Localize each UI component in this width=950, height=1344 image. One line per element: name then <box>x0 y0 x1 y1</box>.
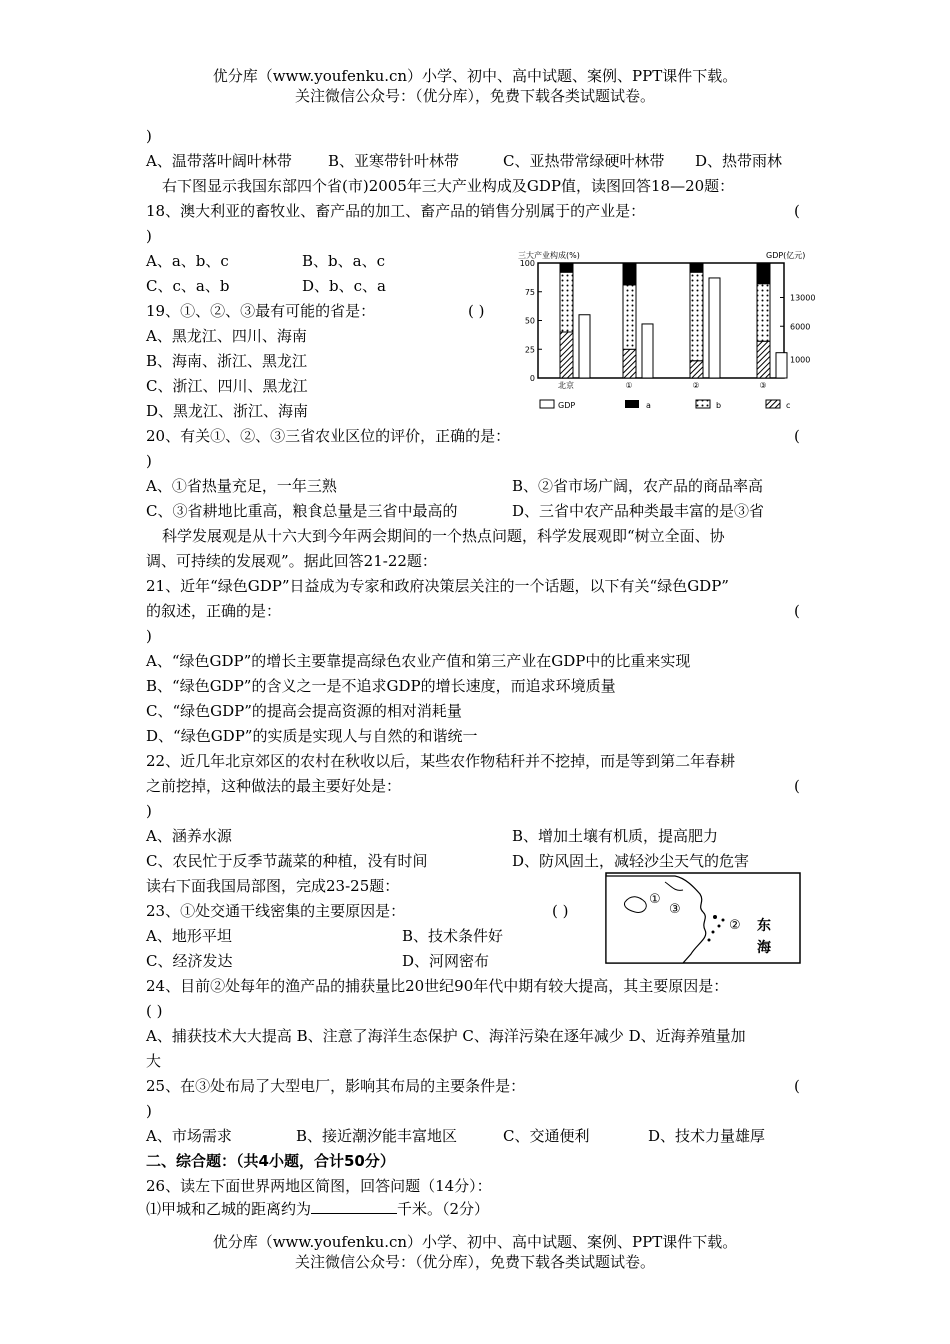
island-dot <box>712 931 715 934</box>
legend-gdp: GDP <box>558 401 576 410</box>
bar-c-1 <box>623 349 636 378</box>
header-line-2: 关注微信公众号：（优分库），免费下载各类试题试卷。 <box>294 87 655 105</box>
x-tick-label: ① <box>625 381 633 390</box>
bar-c-3 <box>757 341 770 378</box>
q24-options-cont: 大 <box>146 1052 162 1070</box>
q23-paren: ( ) <box>552 902 569 920</box>
q25-option-b: B、接近潮汐能丰富地区 <box>296 1127 458 1145</box>
island-dot <box>708 939 711 942</box>
q18-option-c: C、c、a、b <box>146 277 230 295</box>
prev-option-a: A、温带落叶阔叶林带 <box>146 152 292 170</box>
q26-stem: 26、读左下面世界两地区简图，回答问题（14分）： <box>146 1177 492 1195</box>
legend-c: c <box>786 401 791 410</box>
footer-line-1: 优分库（www.youfenku.cn）小学、初中、高中试题、案例、PPT课件下载。 <box>212 1233 738 1251</box>
q22-stem-1: 22、近几年北京郊区的农村在秋收以后，某些农作物秸秆并不挖掉，而是等到第二年春耕 <box>146 752 736 770</box>
bar-a-1 <box>623 263 636 285</box>
q18-option-b: B、b、a、c <box>302 252 385 270</box>
legend-b-swatch <box>696 400 710 408</box>
q24-options: A、捕获技术大大提高 B、注意了海洋生态保护 C、海洋污染在逐年减少 D、近海养殖量加 <box>146 1027 746 1045</box>
q25-option-d: D、技术力量雄厚 <box>648 1127 766 1145</box>
bar-b-0 <box>560 272 573 332</box>
bar-gdp-0 <box>579 315 590 378</box>
section2-title <box>146 1151 395 1171</box>
q20-option-a: A、①省热量充足，一年三熟 <box>146 477 337 495</box>
q19-option-d: D、黑龙江、浙江、海南 <box>146 402 309 420</box>
q21-paren-open: ( <box>794 602 800 620</box>
q18-paren-open: ( <box>794 202 800 220</box>
section2-title-text: 二、综合题：（共4小题，合计50分） <box>146 1152 395 1170</box>
map-label-3: ③ <box>669 902 681 917</box>
q26-sub1-pre: ⑴甲城和乙城的距离约为 <box>146 1200 312 1218</box>
east-china-map <box>605 872 801 964</box>
legend-c-swatch <box>766 400 780 408</box>
q22-option-d: D、防风固土，减轻沙尘天气的危害 <box>512 852 750 870</box>
industry-gdp-chart <box>510 248 830 416</box>
bar-gdp-2 <box>709 278 720 378</box>
island-dot <box>713 915 717 919</box>
bar-b-3 <box>757 284 770 342</box>
bar-c-0 <box>560 332 573 378</box>
legend-a: a <box>646 401 651 410</box>
q20-stem: 20、有关①、②、③三省农业区位的评价，正确的是： <box>146 427 511 445</box>
y-tick-left: 75 <box>524 287 535 297</box>
chart-right-label: GDP(亿元) <box>766 251 806 260</box>
q25-option-a: A、市场需求 <box>146 1127 232 1145</box>
prev-option-b: B、亚寒带针叶林带 <box>328 152 460 170</box>
q22-paren-close: ) <box>146 802 152 820</box>
x-tick-label: ③ <box>759 381 767 390</box>
bar-a-2 <box>690 263 703 272</box>
bar-c-2 <box>690 361 703 378</box>
coastline <box>606 876 706 963</box>
footer-line-2: 关注微信公众号：（优分库），免费下载各类试题试卷。 <box>294 1253 655 1271</box>
q23-option-d: D、河网密布 <box>402 952 490 970</box>
x-tick-label: ② <box>692 381 700 390</box>
prev-paren: ) <box>146 127 152 145</box>
q19-paren: ( ) <box>468 302 485 320</box>
q21-paren-close: ) <box>146 627 152 645</box>
q18-paren-close: ) <box>146 227 152 245</box>
q25-paren-open: ( <box>794 1077 800 1095</box>
header-line-1: 优分库（www.youfenku.cn）小学、初中、高中试题、案例、PPT课件下载。 <box>212 67 738 85</box>
q23-option-b: B、技术条件好 <box>402 927 504 945</box>
prev-option-d: D、热带雨林 <box>695 152 783 170</box>
q23-option-c: C、经济发达 <box>146 952 233 970</box>
q25-paren-close: ) <box>146 1102 152 1120</box>
q18-stem: 18、澳大利亚的畜牧业、畜产品的加工、畜产品的销售分别属于的产业是： <box>146 202 646 220</box>
answer-blank[interactable] <box>311 1199 397 1214</box>
intro-18-20: 右下图显示我国东部四个省(市)2005年三大产业构成及GDP值，读图回答18—20题： <box>162 177 735 195</box>
q22-paren-open: ( <box>794 777 800 795</box>
island-dot <box>722 919 725 922</box>
legend-a-swatch <box>625 400 639 408</box>
prev-option-c: C、亚热带常绿硬叶林带 <box>503 152 665 170</box>
q25-option-c: C、交通便利 <box>503 1127 590 1145</box>
island-dot <box>718 925 721 928</box>
q22-option-b: B、增加土壤有机质，提高肥力 <box>512 827 719 845</box>
intro-21-22-line2: 调、可持续的发展观”。据此回答21-22题： <box>146 552 437 570</box>
q21-stem-2: 的叙述，正确的是： <box>146 602 282 620</box>
q20-option-c: C、③省耕地比重高，粮食总量是三省中最高的 <box>146 502 458 520</box>
map-label-sea: 海 <box>757 940 771 956</box>
q18-option-a: A、a、b、c <box>146 252 229 270</box>
y-tick-right: 1000 <box>790 355 811 365</box>
bar-a-3 <box>757 263 770 284</box>
y-tick-left: 50 <box>524 316 535 326</box>
y-tick-left: 25 <box>524 345 535 355</box>
q23-stem: 23、①处交通干线密集的主要原因是： <box>146 902 406 920</box>
bar-b-1 <box>623 285 636 349</box>
q20-paren-close: ) <box>146 452 152 470</box>
q18-option-d: D、b、c、a <box>302 277 386 295</box>
q21-option-d: D、“绿色GDP”的实质是实现人与自然的和谐统一 <box>146 727 478 745</box>
q20-option-b: B、②省市场广阔，农产品的商品率高 <box>512 477 764 495</box>
y-tick-right: 6000 <box>790 322 811 332</box>
q21-option-c: C、“绿色GDP”的提高会提高资源的相对消耗量 <box>146 702 462 720</box>
q21-stem-1: 21、近年“绿色GDP”日益成为专家和政府决策层关注的一个话题，以下有关“绿色GDP” <box>146 577 729 595</box>
q26-sub1-post: 千米。（2分） <box>397 1200 490 1218</box>
q19-option-c: C、浙江、四川、黑龙江 <box>146 377 308 395</box>
q23-option-a: A、地形平坦 <box>146 927 232 945</box>
plot-frame <box>538 263 784 378</box>
q22-option-a: A、涵养水源 <box>146 827 232 845</box>
x-tick-label: 北京 <box>558 381 574 390</box>
y-tick-left: 100 <box>519 259 535 268</box>
map-label-1: ① <box>649 892 661 907</box>
q19-option-b: B、海南、浙江、黑龙江 <box>146 352 308 370</box>
q20-option-d: D、三省中农产品种类最丰富的是③省 <box>512 502 765 520</box>
legend-gdp-swatch <box>540 400 554 408</box>
q24-paren: ( ) <box>146 1002 163 1020</box>
q19-option-a: A、黑龙江、四川、海南 <box>146 327 307 345</box>
q19-stem: 19、①、②、③最有可能的省是： <box>146 302 376 320</box>
legend-b: b <box>716 401 722 410</box>
bar-a-0 <box>560 263 573 272</box>
q20-paren-open: ( <box>794 427 800 445</box>
chart-title: 三大产业构成(%) <box>518 251 580 260</box>
y-tick-right: 13000 <box>790 293 816 303</box>
q26-sub1 <box>146 1199 489 1219</box>
map-label-east: 东 <box>757 918 771 934</box>
q25-stem: 25、在③处布局了大型电厂，影响其布局的主要条件是： <box>146 1077 526 1095</box>
q22-stem-2: 之前挖掉，这种做法的最主要好处是： <box>146 777 402 795</box>
map-label-2: ② <box>729 918 741 933</box>
bar-b-2 <box>690 272 703 361</box>
intro-21-22-line1: 科学发展观是从十六大到今年两会期间的一个热点问题，科学发展观即“树立全面、协 <box>162 527 725 545</box>
bar-gdp-3 <box>776 353 787 378</box>
q22-option-c: C、农民忙于反季节蔬菜的种植，没有时间 <box>146 852 428 870</box>
bar-gdp-1 <box>642 324 653 378</box>
q24-stem: 24、目前②处每年的渔产品的捕获量比20世纪90年代中期有较大提高，其主要原因是： <box>146 977 729 995</box>
q21-option-b: B、“绿色GDP”的含义之一是不追求GDP的增长速度，而追求环境质量 <box>146 677 616 695</box>
q21-option-a: A、“绿色GDP”的增长主要靠提高绿色农业产值和第三产业在GDP中的比重来实现 <box>146 652 691 670</box>
y-tick-left: 0 <box>529 374 535 383</box>
intro-23-25: 读右下面我国局部图，完成23-25题： <box>146 877 400 895</box>
